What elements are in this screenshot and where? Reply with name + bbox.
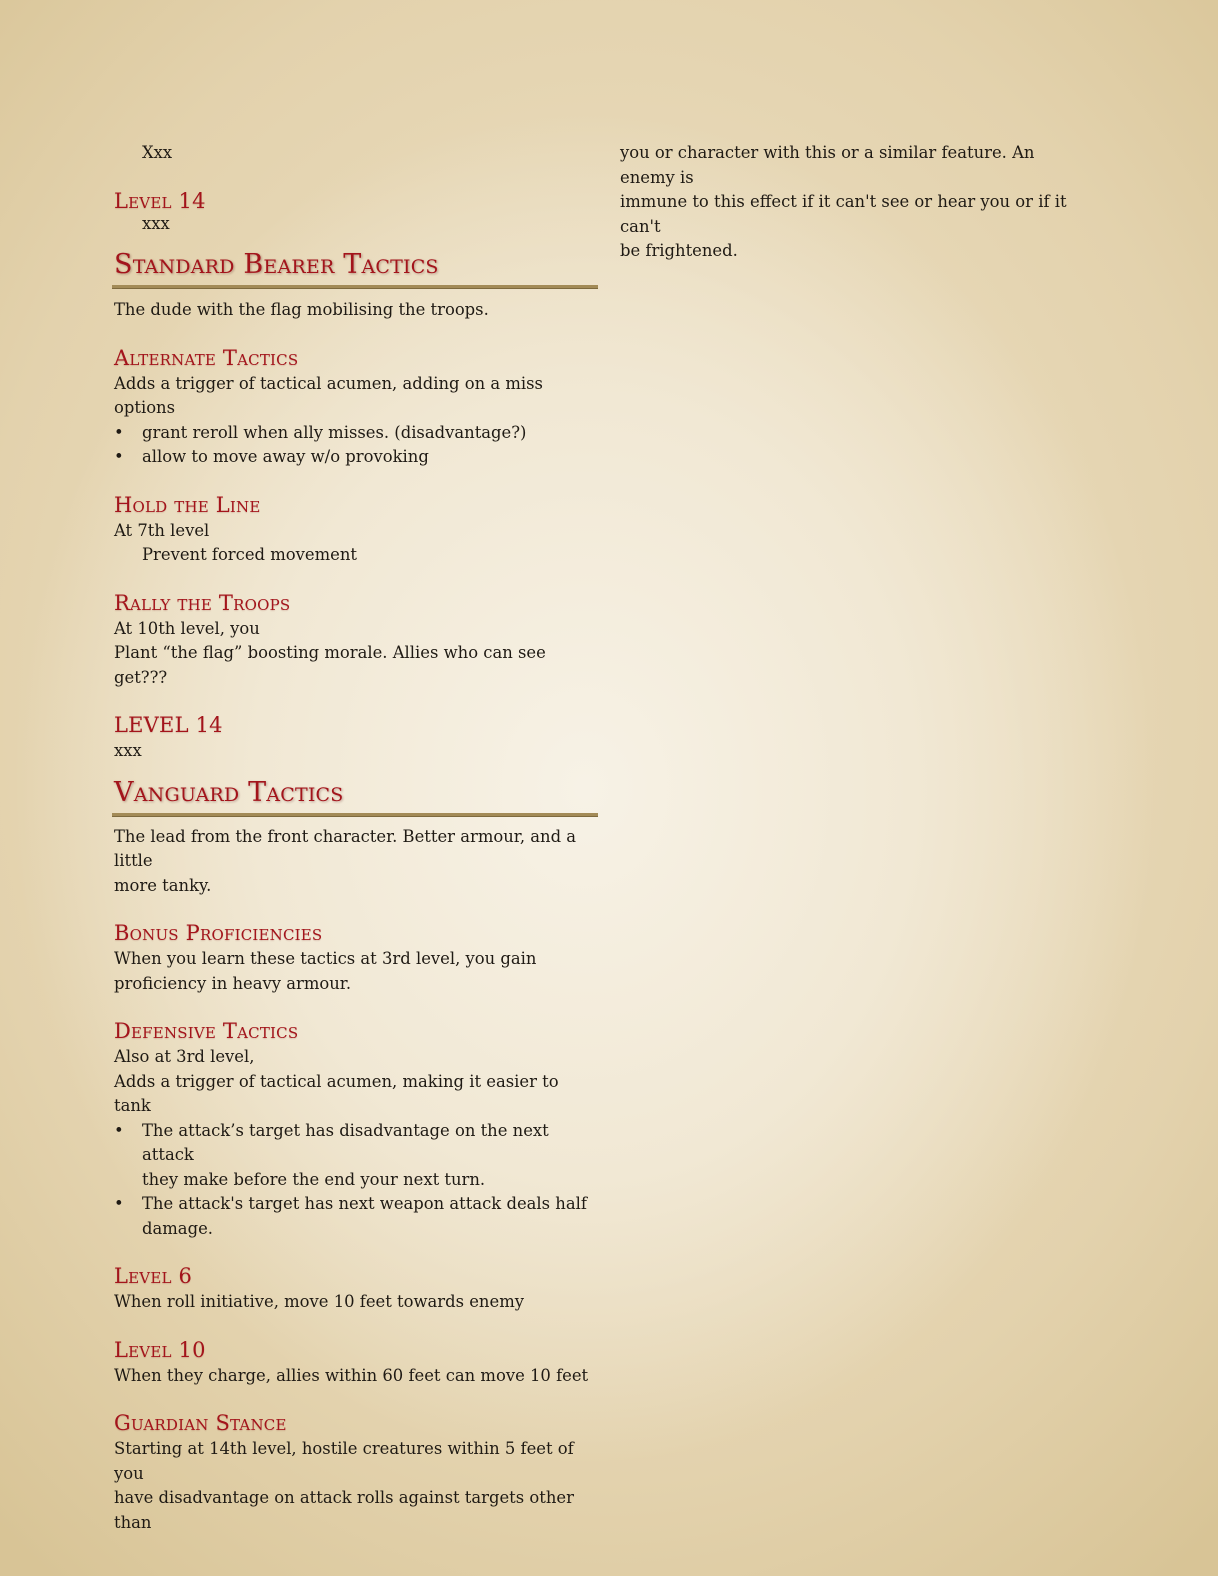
placeholder-text: xxx: [114, 741, 142, 760]
defensive-tactics-text: Also at 3rd level,: [114, 1047, 255, 1066]
rally-the-troops-text: At 10th level, you: [114, 618, 260, 638]
hold-the-line-text: At 7th level: [114, 520, 210, 540]
level-14-heading: Level 14: [114, 188, 206, 213]
defensive-tactics-heading: Defensive Tactics: [114, 1019, 299, 1043]
continued-text: you or character with this or a similar feature. An enemy is: [620, 143, 1035, 187]
guardian-stance-heading: Guardian Stance: [114, 1411, 287, 1435]
level-6-heading: Level 6: [114, 1264, 193, 1288]
list-item: • The attack's target has next weapon attack deals half damage.: [114, 1194, 587, 1238]
level-6-text: When roll initiative, move 10 feet towards enemy: [114, 1292, 524, 1311]
bonus-proficiencies-heading: Bonus Proficiencies: [114, 921, 323, 945]
continued-text: be frightened.: [620, 241, 738, 260]
section-intro: The dude with the flag mobilising the troops.: [114, 300, 489, 319]
rally-the-troops-heading: Rally the Troops: [114, 590, 291, 615]
left-column: [114, 141, 600, 1535]
defensive-tactics-list: [114, 1119, 600, 1242]
placeholder-text: xxx: [142, 213, 170, 233]
rally-the-troops-detail: Plant “the flag” boosting morale. Allies who can see get???: [114, 643, 546, 687]
guardian-stance-text: Starting at 14th level, hostile creatures within 5 feet of you: [114, 1439, 574, 1483]
placeholder-text: Xxx: [142, 143, 173, 162]
list-item: • allow to move away w/o provoking: [114, 447, 429, 466]
list-item: • The attack’s target has disadvantage on the next attack they make before the end your next turn.: [114, 1120, 549, 1189]
list-item: • grant reroll when ally misses. (disadvantage?): [114, 422, 527, 442]
section-intro: The lead from the front character. Better armour, and a little: [114, 826, 577, 870]
guardian-stance-text-cont: have disadvantage on attack rolls against targets other than: [114, 1488, 574, 1532]
bonus-proficiencies-text-cont: proficiency in heavy armour.: [114, 973, 352, 993]
section-intro-cont: more tanky.: [114, 875, 212, 895]
defensive-tactics-text-cont: Adds a trigger of tactical acumen, making it easier to tank: [114, 1071, 559, 1115]
alternate-tactics-heading: Alternate Tactics: [114, 345, 299, 370]
hold-the-line-heading: Hold the Line: [114, 492, 261, 517]
section-title-standard-bearer: Standard Bearer Tactics: [114, 249, 439, 280]
continued-text: immune to this effect if it can't see or hear you or if it can't: [620, 192, 1067, 236]
level-14-heading-upper: LEVEL 14: [114, 713, 223, 737]
alternate-tactics-text: Adds a trigger of tactical acumen, adding on a miss options: [114, 373, 543, 417]
hold-the-line-detail: Prevent forced movement: [142, 545, 357, 564]
bonus-proficiencies-text: When you learn these tactics at 3rd level, you gain: [114, 949, 537, 968]
level-10-heading: Level 10: [114, 1337, 206, 1362]
section-title-vanguard: Vanguard Tactics: [114, 776, 344, 808]
right-column: [620, 141, 1090, 264]
alternate-tactics-list: [114, 421, 600, 470]
level-10-text: When they charge, allies within 60 feet can move 10 feet: [114, 1365, 589, 1385]
